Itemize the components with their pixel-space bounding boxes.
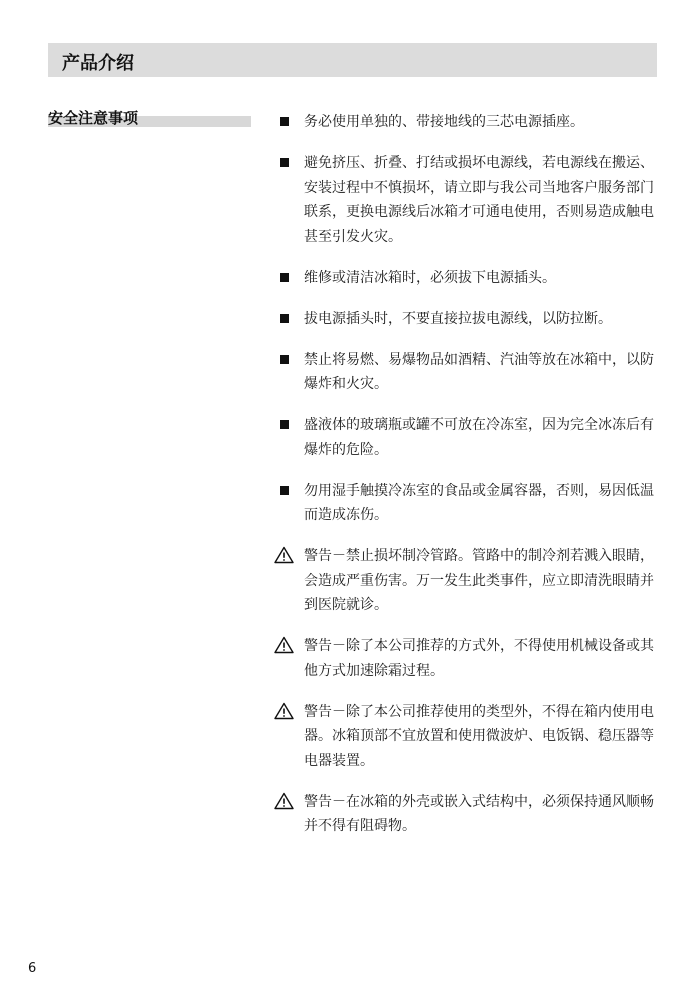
square-bullet-icon [280, 314, 289, 323]
warning-item [274, 790, 664, 839]
section-heading-text: 安全注意事项 [48, 109, 139, 127]
warning-triangle-icon [274, 636, 294, 654]
item-text: 务必使用单独的、带接地线的三芯电源插座。 [304, 114, 584, 130]
warning-triangle-icon [274, 546, 294, 564]
square-bullet-icon [280, 486, 289, 495]
item-text: 警告－禁止损坏制冷管路。管路中的制冷剂若溅入眼睛，会造成严重伤害。万一发生此类事件，应立即清洗眼睛并到医院就诊。 [304, 548, 654, 613]
list-item [274, 151, 664, 249]
square-bullet-icon [280, 273, 289, 282]
list-item [274, 307, 664, 332]
list-item [274, 266, 664, 291]
list-item [274, 110, 664, 135]
warning-triangle-icon [274, 702, 294, 720]
item-text: 勿用湿手触摸冷冻室的食品或金属容器，否则，易因低温而造成冻伤。 [304, 482, 654, 523]
square-bullet-icon [280, 355, 289, 364]
square-bullet-icon [280, 158, 289, 167]
item-text: 禁止将易燃、易爆物品如酒精、汽油等放在冰箱中，以防爆炸和火灾。 [304, 351, 654, 392]
item-text: 盛液体的玻璃瓶或罐不可放在冷冻室，因为完全冰冻后有爆炸的危险。 [304, 417, 654, 458]
warning-triangle-icon [274, 792, 294, 810]
item-text: 警告－除了本公司推荐的方式外，不得使用机械设备或其他方式加速除霜过程。 [304, 638, 654, 679]
warning-item [274, 544, 664, 618]
square-bullet-icon [280, 117, 289, 126]
header-bar [48, 43, 657, 77]
list-item [274, 348, 664, 397]
list-item [274, 413, 664, 462]
warning-item [274, 634, 664, 683]
item-text: 拔电源插头时，不要直接拉拔电源线，以防拉断。 [304, 310, 612, 327]
page-number: 6 [28, 961, 37, 976]
item-text: 避免挤压、折叠、打结或损坏电源线，若电源线在搬运、安装过程中不慎损坏，请立即与我公司当地客户服务部门联系，更换电源线后冰箱才可通电使用，否则易造成触电甚至引发火灾。 [304, 155, 654, 245]
warning-item [274, 700, 664, 774]
square-bullet-icon [280, 420, 289, 429]
item-text: 警告－除了本公司推荐使用的类型外，不得在箱内使用电器。冰箱顶部不宜放置和使用微波炉、电饭锅、稳压器等电器装置。 [304, 703, 654, 769]
item-text: 维修或清洁冰箱时，必须拔下电源插头。 [304, 269, 556, 286]
item-text: 警告－在冰箱的外壳或嵌入式结构中，必须保持通风顺畅并不得有阻碍物。 [304, 793, 654, 834]
safety-list [274, 110, 664, 855]
page-title: 产品介绍 [62, 53, 134, 74]
section-heading [48, 107, 251, 129]
list-item [274, 479, 664, 528]
